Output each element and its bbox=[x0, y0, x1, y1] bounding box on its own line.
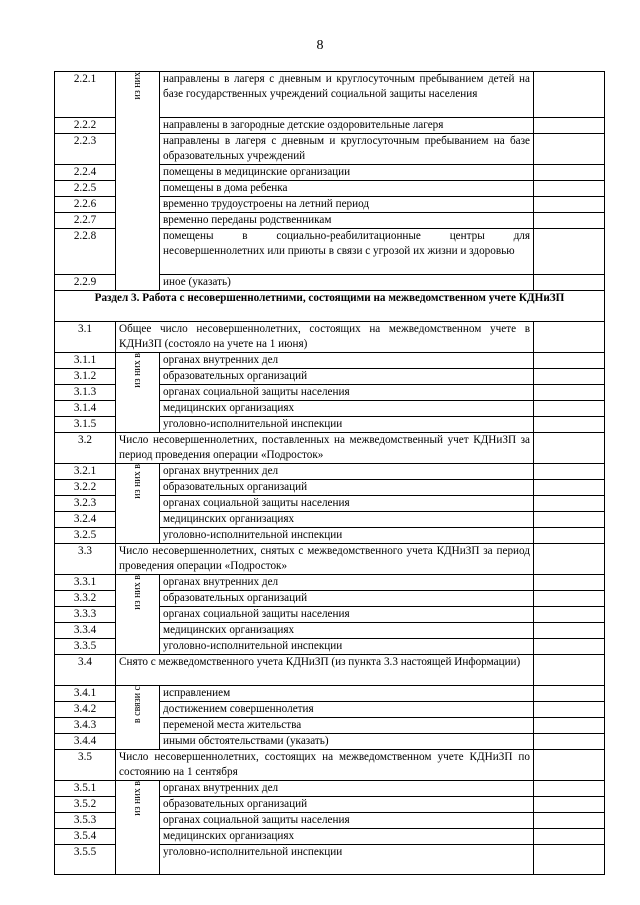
value-cell[interactable] bbox=[534, 623, 605, 639]
row-text: временно переданы родственникам bbox=[160, 213, 534, 229]
value-cell[interactable] bbox=[534, 702, 605, 718]
value-cell[interactable] bbox=[534, 686, 605, 702]
section-heading-row bbox=[55, 291, 605, 322]
value-cell[interactable] bbox=[534, 480, 605, 496]
row-number: 3.1.5 bbox=[55, 417, 116, 433]
value-cell[interactable] bbox=[534, 417, 605, 433]
value-cell[interactable] bbox=[534, 829, 605, 845]
row-text: органах внутренних дел bbox=[160, 575, 534, 591]
table-row bbox=[55, 353, 605, 369]
value-cell[interactable] bbox=[534, 353, 605, 369]
group-label: из них в bbox=[132, 575, 143, 610]
group-label: из них в bbox=[132, 464, 143, 499]
value-cell[interactable] bbox=[534, 385, 605, 401]
row-number: 3.3.3 bbox=[55, 607, 116, 623]
value-cell[interactable] bbox=[534, 322, 605, 353]
section-heading: Раздел 3. Работа с несовершеннолетними, состоящими на межведомственном учете КДНиЗП bbox=[55, 291, 605, 322]
row-text: достижением совершеннолетия bbox=[160, 702, 534, 718]
value-cell[interactable] bbox=[534, 496, 605, 512]
row-text: медицинских организациях bbox=[160, 401, 534, 417]
row-text: направлены в загородные детские оздоровительные лагеря bbox=[160, 118, 534, 134]
row-number: 2.2.9 bbox=[55, 275, 116, 291]
row-text: Общее число несовершеннолетних, состоящих на межведомственном учете в КДНиЗП (состояло на учете на 1 июня) bbox=[116, 322, 534, 353]
row-number: 2.2.4 bbox=[55, 165, 116, 181]
value-cell[interactable] bbox=[534, 118, 605, 134]
row-number: 3.5.1 bbox=[55, 781, 116, 797]
row-text: Число несовершеннолетних, снятых с межведомственного учета КДНиЗП за период проведения операции «Подросток» bbox=[116, 544, 534, 575]
value-cell[interactable] bbox=[534, 591, 605, 607]
row-number: 3.3 bbox=[55, 544, 116, 575]
value-cell[interactable] bbox=[534, 813, 605, 829]
row-text: помещены в медицинские организации bbox=[160, 165, 534, 181]
table-row bbox=[55, 575, 605, 591]
row-text: уголовно-исполнительной инспекции bbox=[160, 417, 534, 433]
row-number: 3.1.1 bbox=[55, 353, 116, 369]
row-text: уголовно-исполнительной инспекции bbox=[160, 639, 534, 655]
value-cell[interactable] bbox=[534, 181, 605, 197]
value-cell[interactable] bbox=[534, 72, 605, 118]
group-label: из них в bbox=[132, 781, 143, 816]
value-cell[interactable] bbox=[534, 134, 605, 165]
group-label-cell bbox=[116, 464, 160, 544]
row-text: помещены в дома ребенка bbox=[160, 181, 534, 197]
row-number: 3.4.3 bbox=[55, 718, 116, 734]
row-number: 3.3.5 bbox=[55, 639, 116, 655]
value-cell[interactable] bbox=[534, 718, 605, 734]
row-text: органах социальной защиты населения bbox=[160, 813, 534, 829]
row-text: Число несовершеннолетних, состоящих на межведомственном учете КДНиЗП по состоянию на 1 сентября bbox=[116, 750, 534, 781]
row-number: 2.2.7 bbox=[55, 213, 116, 229]
value-cell[interactable] bbox=[534, 575, 605, 591]
table-row bbox=[55, 686, 605, 702]
row-text: медицинских организациях bbox=[160, 829, 534, 845]
row-number: 3.2 bbox=[55, 433, 116, 464]
table-row bbox=[55, 433, 605, 464]
value-cell[interactable] bbox=[534, 433, 605, 464]
row-number: 3.3.4 bbox=[55, 623, 116, 639]
row-text: Число несовершеннолетних, поставленных на межведомственный учет КДНиЗП за период проведения операции «Подросток» bbox=[116, 433, 534, 464]
row-text: иное (указать) bbox=[160, 275, 534, 291]
group-label-cell bbox=[116, 575, 160, 655]
table-row bbox=[55, 750, 605, 781]
row-number: 3.5.4 bbox=[55, 829, 116, 845]
report-table bbox=[54, 71, 605, 875]
value-cell[interactable] bbox=[534, 275, 605, 291]
value-cell[interactable] bbox=[534, 213, 605, 229]
row-text: органах внутренних дел bbox=[160, 353, 534, 369]
value-cell[interactable] bbox=[534, 229, 605, 275]
row-number: 3.1.2 bbox=[55, 369, 116, 385]
row-number: 3.1 bbox=[55, 322, 116, 353]
row-text: органах внутренних дел bbox=[160, 781, 534, 797]
group-label-cell bbox=[116, 686, 160, 750]
row-number: 3.4.1 bbox=[55, 686, 116, 702]
row-text: образовательных организаций bbox=[160, 480, 534, 496]
row-text: помещены в социально-реабилитационные центры для несовершеннолетних или приюты в связи с угрозой их жизни и здоровью bbox=[160, 229, 534, 275]
row-text: исправлением bbox=[160, 686, 534, 702]
table-row bbox=[55, 322, 605, 353]
value-cell[interactable] bbox=[534, 165, 605, 181]
group-label-cell bbox=[116, 353, 160, 433]
row-number: 3.5.5 bbox=[55, 845, 116, 875]
value-cell[interactable] bbox=[534, 197, 605, 213]
row-number: 3.3.2 bbox=[55, 591, 116, 607]
row-number: 3.3.1 bbox=[55, 575, 116, 591]
group-label: в связи с bbox=[132, 686, 143, 724]
value-cell[interactable] bbox=[534, 797, 605, 813]
row-number: 3.4.2 bbox=[55, 702, 116, 718]
row-text: медицинских организациях bbox=[160, 623, 534, 639]
page-number: 8 bbox=[316, 38, 324, 53]
row-number: 3.2.1 bbox=[55, 464, 116, 480]
table-row bbox=[55, 781, 605, 797]
row-text: переменой места жительства bbox=[160, 718, 534, 734]
value-cell[interactable] bbox=[534, 369, 605, 385]
row-number: 3.2.4 bbox=[55, 512, 116, 528]
row-number: 3.2.2 bbox=[55, 480, 116, 496]
value-cell[interactable] bbox=[534, 464, 605, 480]
row-number: 3.2.3 bbox=[55, 496, 116, 512]
table-row bbox=[55, 544, 605, 575]
row-number: 3.5.2 bbox=[55, 797, 116, 813]
value-cell[interactable] bbox=[534, 544, 605, 575]
row-number: 3.4.4 bbox=[55, 734, 116, 750]
value-cell[interactable] bbox=[534, 512, 605, 528]
row-text: уголовно-исполнительной инспекции bbox=[160, 845, 534, 875]
row-text: органах внутренних дел bbox=[160, 464, 534, 480]
row-number: 2.2.6 bbox=[55, 197, 116, 213]
group-label-cell bbox=[116, 781, 160, 875]
row-number: 2.2.5 bbox=[55, 181, 116, 197]
value-cell[interactable] bbox=[534, 845, 605, 875]
row-number: 3.2.5 bbox=[55, 528, 116, 544]
row-text: иными обстоятельствами (указать) bbox=[160, 734, 534, 750]
row-number: 3.1.4 bbox=[55, 401, 116, 417]
row-text: уголовно-исполнительной инспекции bbox=[160, 528, 534, 544]
row-text: органах социальной защиты населения bbox=[160, 385, 534, 401]
row-number: 2.2.1 bbox=[55, 72, 116, 118]
row-number: 3.5.3 bbox=[55, 813, 116, 829]
row-number: 2.2.8 bbox=[55, 229, 116, 275]
group-label-cell bbox=[116, 72, 160, 291]
row-number: 2.2.2 bbox=[55, 118, 116, 134]
row-text: направлены в лагеря с дневным и круглосуточным пребыванием на базе образовательных учреждений bbox=[160, 134, 534, 165]
value-cell[interactable] bbox=[534, 655, 605, 686]
value-cell[interactable] bbox=[534, 607, 605, 623]
table-row bbox=[55, 464, 605, 480]
value-cell[interactable] bbox=[534, 639, 605, 655]
row-text: направлены в лагеря с дневным и круглосуточным пребыванием детей на базе государственных учреждений социальной защиты населения bbox=[160, 72, 534, 118]
row-text: органах социальной защиты населения bbox=[160, 496, 534, 512]
row-number: 3.5 bbox=[55, 750, 116, 781]
row-number: 3.4 bbox=[55, 655, 116, 686]
group-label: из них в bbox=[132, 353, 143, 388]
value-cell[interactable] bbox=[534, 401, 605, 417]
value-cell[interactable] bbox=[534, 734, 605, 750]
row-text: образовательных организаций bbox=[160, 591, 534, 607]
row-text: органах социальной защиты населения bbox=[160, 607, 534, 623]
row-text: медицинских организациях bbox=[160, 512, 534, 528]
row-text: образовательных организаций bbox=[160, 369, 534, 385]
value-cell[interactable] bbox=[534, 750, 605, 781]
row-text: временно трудоустроены на летний период bbox=[160, 197, 534, 213]
table-row bbox=[55, 655, 605, 686]
row-number: 2.2.3 bbox=[55, 134, 116, 165]
group-label: из них bbox=[132, 72, 143, 100]
value-cell[interactable] bbox=[534, 528, 605, 544]
table-row bbox=[55, 72, 605, 118]
row-number: 3.1.3 bbox=[55, 385, 116, 401]
row-text: образовательных организаций bbox=[160, 797, 534, 813]
value-cell[interactable] bbox=[534, 781, 605, 797]
row-text: Снято с межведомственного учета КДНиЗП (из пункта 3.3 настоящей Информации) bbox=[116, 655, 534, 686]
